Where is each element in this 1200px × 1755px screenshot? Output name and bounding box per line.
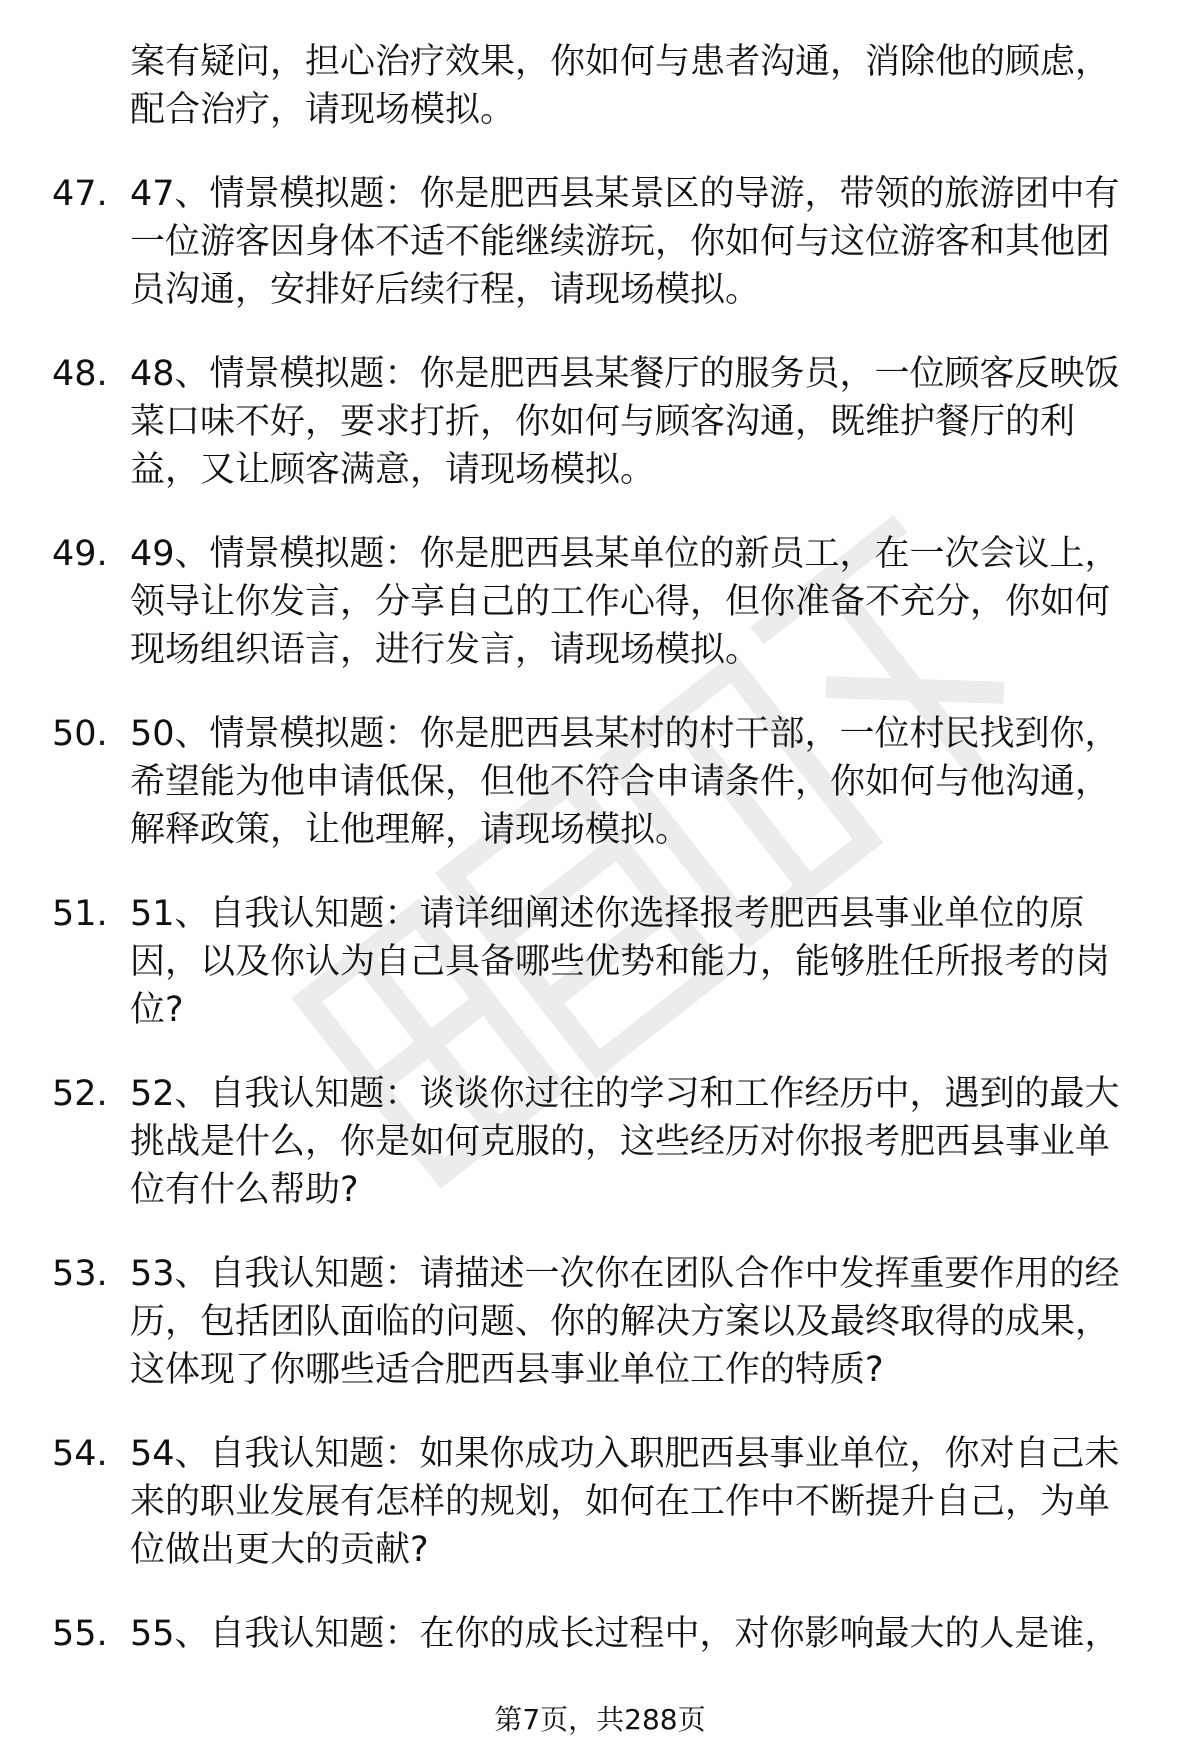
list-item bbox=[0, 890, 1200, 1034]
list-item bbox=[0, 350, 1200, 494]
list-item bbox=[0, 1250, 1200, 1394]
list-item bbox=[0, 170, 1200, 314]
item-text: 48、情景模拟题：你是肥西县某餐厅的服务员，一位顾客反映饭菜口味不好，要求打折，你如何与顾客沟通，既维护餐厅的利益，又让顾客满意，请现场模拟。 bbox=[130, 354, 1120, 490]
item-number: 49. bbox=[52, 534, 108, 574]
item-number: 47. bbox=[52, 174, 108, 214]
list-item bbox=[0, 1610, 1200, 1658]
item-number: 55. bbox=[52, 1614, 108, 1654]
item-number: 48. bbox=[52, 354, 108, 394]
page-footer: 第7页，共288页 bbox=[494, 1703, 706, 1736]
item-text: 49、情景模拟题：你是肥西县某单位的新员工，在一次会议上，领导让你发言，分享自己的工作心得，但你准备不充分，你如何现场组织语言，进行发言，请现场模拟。 bbox=[130, 534, 1120, 670]
item-text: 47、情景模拟题：你是肥西县某景区的导游，带领的旅游团中有一位游客因身体不适不能继续游玩，你如何与这位游客和其他团员沟通，安排好后续行程，请现场模拟。 bbox=[130, 174, 1120, 310]
item-text: 55、自我认知题：在你的成长过程中，对你影响最大的人是谁， bbox=[130, 1614, 1120, 1654]
question-list bbox=[0, 38, 1200, 1694]
list-item bbox=[0, 710, 1200, 854]
item-text: 53、自我认知题：请描述一次你在团队合作中发挥重要作用的经历，包括团队面临的问题、你的解决方案以及最终取得的成果，这体现了你哪些适合肥西县事业单位工作的特质? bbox=[130, 1254, 1120, 1390]
continuation-text: 案有疑问，担心治疗效果，你如何与患者沟通，消除他的顾虑，配合治疗，请现场模拟。 bbox=[130, 42, 1111, 130]
item-number: 54. bbox=[52, 1434, 108, 1474]
list-item bbox=[0, 1430, 1200, 1574]
item-number: 50. bbox=[52, 714, 108, 754]
list-item bbox=[0, 530, 1200, 674]
item-number: 51. bbox=[52, 894, 108, 934]
item-text: 51、自我认知题：请详细阐述你选择报考肥西县事业单位的原因，以及你认为自己具备哪些优势和能力，能够胜任所报考的岗位? bbox=[130, 894, 1111, 1030]
list-item bbox=[0, 1070, 1200, 1214]
item-text: 52、自我认知题：谈谈你过往的学习和工作经历中，遇到的最大挑战是什么，你是如何克服的，这些经历对你报考肥西县事业单位有什么帮助? bbox=[130, 1074, 1120, 1210]
item-number: 52. bbox=[52, 1074, 108, 1114]
item-text: 50、情景模拟题：你是肥西县某村的村干部，一位村民找到你，希望能为他申请低保，但他不符合申请条件，你如何与他沟通，解释政策，让他理解，请现场模拟。 bbox=[130, 714, 1120, 850]
item-number: 53. bbox=[52, 1254, 108, 1294]
item-text: 54、自我认知题：如果你成功入职肥西县事业单位，你对自己未来的职业发展有怎样的规划，如何在工作中不断提升自己，为单位做出更大的贡献? bbox=[130, 1434, 1120, 1570]
